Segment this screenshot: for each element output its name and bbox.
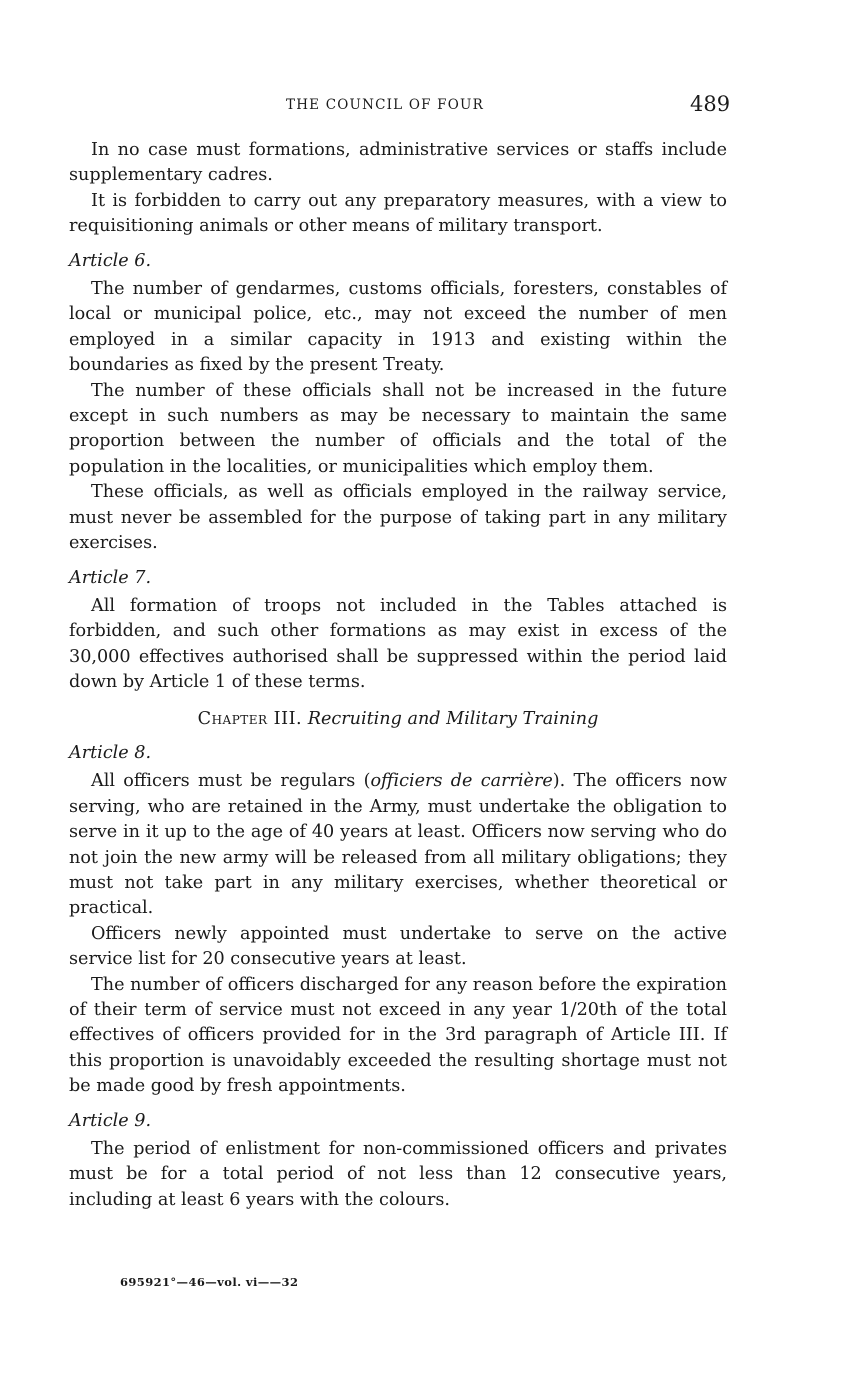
french-term: officiers de carrière	[370, 771, 553, 792]
page-body	[69, 138, 727, 1213]
chapter-title: Recruiting and Military Training	[307, 708, 599, 729]
article-8-paragraph-1	[69, 769, 727, 921]
article-9-heading: Article 9.	[69, 1110, 152, 1131]
article-8-paragraph-2: Officers newly appointed must undertake to serve on the active service list for 20 consecutive years at least.	[69, 923, 727, 970]
article-7-paragraph-1: All formation of troops not included in the Tables attached is forbidden, and such other formations as may exist in excess of the 30,000 effectives authorised shall be suppressed within the period laid down by Article 1 of these terms.	[69, 595, 727, 693]
article-6-heading: Article 6.	[69, 250, 152, 271]
article-6-paragraph-2: The number of these officials shall not be increased in the future except in such numbers as may be necessary to maintain the same proportion between the number of officials and the total of the population in the localities, or municipalities which employ them.	[69, 380, 727, 477]
chapter-label: Chapter III.	[197, 708, 303, 729]
article-8-paragraph-3: The number of officers discharged for any reason before the expiration of their term of service must not exceed in any year 1/20th of the total effectives of officers provided for in the 3rd paragraph of Article III. If this proportion is unavoidably exceeded the resulting shortage must not be made good by fresh appointments.	[69, 974, 727, 1097]
paragraph: It is forbidden to carry out any preparatory measures, with a view to requisitioning animals or other means of military transport.	[69, 190, 727, 237]
printer-signature: 695921°—46—vol. vi——32	[120, 1275, 299, 1289]
article-6-paragraph-1: The number of gendarmes, customs officials, foresters, constables of local or municipal police, etc., may not exceed the number of men employed in a similar capacity in 1913 and existing within the boundaries as fixed by the present Treaty.	[69, 279, 727, 376]
paragraph: In no case must formations, administrative services or staffs include supplementary cadres.	[69, 140, 727, 186]
article-8-heading: Article 8.	[69, 742, 152, 763]
running-title: THE COUNCIL OF FOUR	[286, 97, 484, 113]
article-6-paragraph-3: These officials, as well as officials employed in the railway service, must never be assembled for the purpose of taking part in any military exercises.	[69, 482, 727, 554]
running-header	[0, 94, 850, 118]
article-8-text-start: All officers must be regulars (	[91, 771, 371, 792]
chapter-heading	[69, 707, 727, 732]
article-7-heading: Article 7.	[69, 567, 152, 588]
page-number: 489	[690, 92, 731, 116]
article-8-text-rest: ). The officers now serving, who are retained in the Army, must undertake the obligation to serve in it up to the age of 40 years at least. Officers now serving who do not join the new army will be released from all military obligations; they must not take part in any military exercises, whether theoretical or practical.	[69, 771, 727, 919]
article-9-paragraph-1: The period of enlistment for non-commissioned officers and privates must be for a total period of not less than 12 consecutive years, including at least 6 years with the colours.	[69, 1139, 727, 1210]
